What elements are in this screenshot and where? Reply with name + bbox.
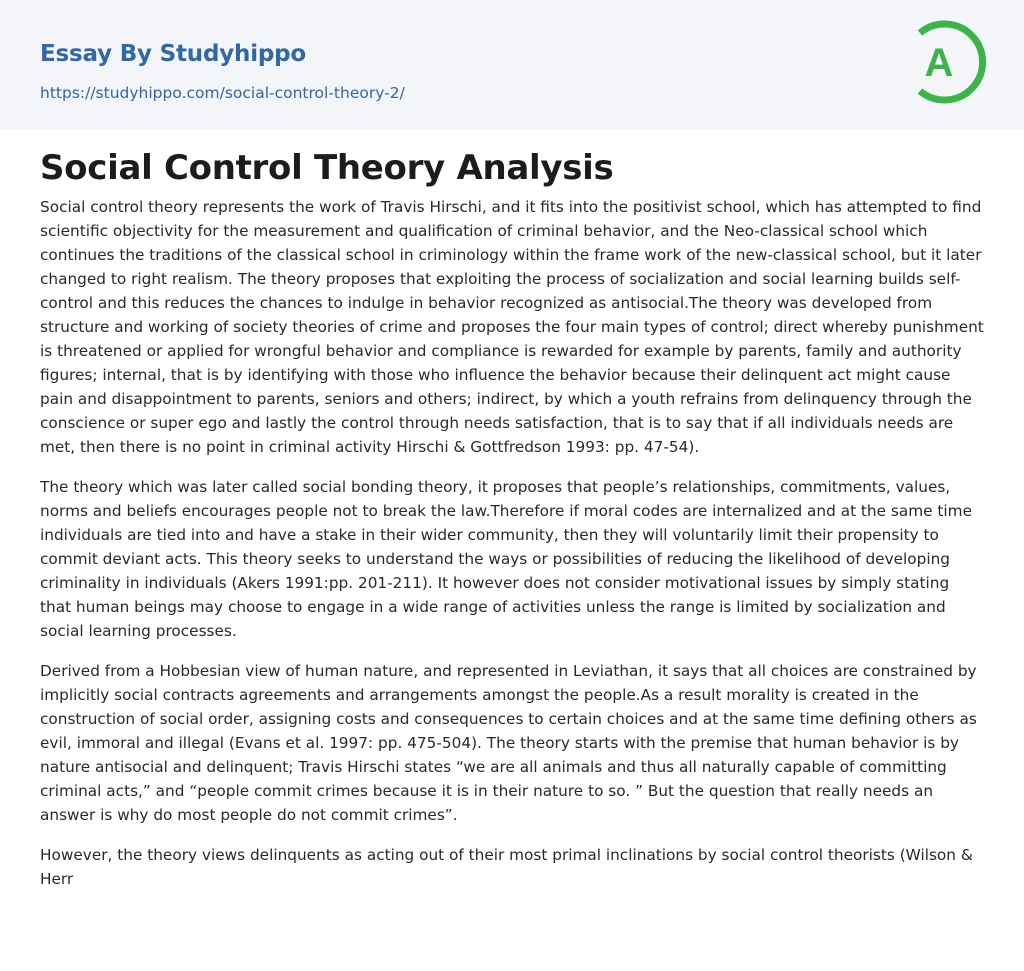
brand-title[interactable]: Essay By Studyhippo: [40, 41, 307, 67]
studyhippo-logo-icon[interactable]: [912, 19, 986, 105]
logo-letter: A: [924, 41, 954, 85]
article-paragraph-4: However, the theory views delinquents as acting out of their most primal inclinations by social control theorists (Wilson & Herr: [40, 846, 973, 888]
article-paragraph-3: Derived from a Hobbesian view of human nature, and represented in Leviathan, it says that all choices are constrained by implicitly social contracts agreements and arrangements amongst the people.As a result morality is created in the construction of social order, assigning costs and consequences to certain choices and at the same time defining others as evil, immoral and illegal (Evans et al. 1997: pp. 475-504). The theory starts with the premise that human behavior is by nature antisocial and delinquent; Travis Hirschi states “we are all animals and thus all naturally capable of committing criminal acts,” and “people commit crimes because it is in their nature to so. ” But the question that really needs an answer is why do most people do not commit crimes”.: [40, 662, 977, 824]
essay-url-link[interactable]: https://studyhippo.com/social-control-theory-2/: [40, 84, 405, 102]
site-header: [0, 0, 1024, 129]
article-title: Social Control Theory Analysis: [40, 148, 614, 188]
article-paragraph-2: The theory which was later called social bonding theory, it proposes that people’s relationships, commitments, values, norms and beliefs encourages people not to break the law.Therefore if moral codes are internalized and at the same time individuals are tied into and have a stake in their wider community, then they will voluntarily limit their propensity to commit deviant acts. This theory seeks to understand the ways or possibilities of reducing the likelihood of developing criminality in individuals (Akers 1991:pp. 201-211). It however does not consider motivational issues by simply stating that human beings may choose to engage in a wide range of activities unless the range is limited by socialization and social learning processes.: [40, 478, 972, 640]
article-paragraph-1: Social control theory represents the work of Travis Hirschi, and it fits into the positivist school, which has attempted to find scientific objectivity for the measurement and qualification of criminal behavior, and the Neo-classical school which continues the traditions of the classical school in criminology within the frame work of the new-classical school, but it later changed to right realism. The theory proposes that exploiting the process of socialization and social learning builds self-control and this reduces the chances to indulge in behavior recognized as antisocial.The theory was developed from structure and working of society theories of crime and proposes the four main types of control; direct whereby punishment is threatened or applied for wrongful behavior and compliance is rewarded for example by parents, family and authority figures; internal, that is by identifying with those who influence the behavior because their delinquent act might cause pain and disappointment to parents, seniors and others; indirect, by which a youth refrains from delinquency through the conscience or super ego and lastly the control through needs satisfaction, that is to say that if all individuals needs are met, then there is no point in criminal activity Hirschi & Gottfredson 1993: pp. 47-54).: [40, 198, 984, 456]
article: [0, 129, 1024, 891]
